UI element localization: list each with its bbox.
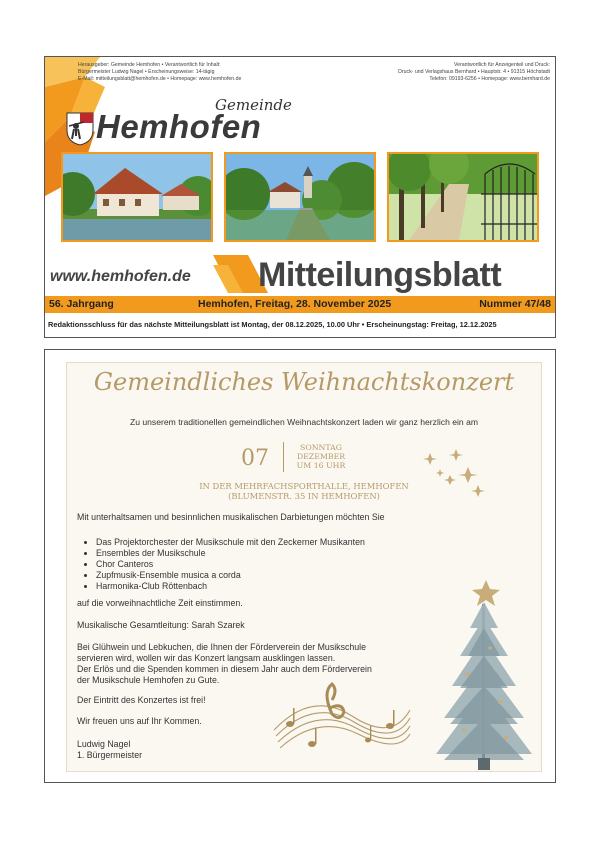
- concert-intro: Zu unserem traditionellen gemeindlichen Weihnachtskonzert laden wir ganz herzlich ein am: [129, 417, 479, 427]
- issue-bar: [45, 296, 555, 313]
- photo-village-street: [224, 152, 376, 242]
- concert-venue: IN DER MEHRFACHSPORTHALLE, HEMHOFEN (BLUMENSTR. 35 IN HEMHOFEN): [199, 481, 409, 501]
- musical-director: Musikalische Gesamtleitung: Sarah Szarek: [77, 620, 245, 630]
- program-intro: Mit unterhaltsamen und besinnlichen musikalischen Darbietungen möchten Sie: [77, 512, 385, 522]
- month: DEZEMBER: [296, 452, 346, 461]
- signature-block: [77, 739, 142, 761]
- program-outro: auf die vorweihnachtliche Zeit einstimmen.: [77, 598, 243, 608]
- list-item: • Harmonika-Club Röttenbach: [96, 581, 365, 592]
- closing-line: Wir freuen uns auf Ihr Kommen.: [77, 716, 202, 726]
- list-item: • Chor Canteros: [96, 559, 365, 570]
- concert-day: 07: [241, 446, 269, 471]
- list-item: • Ensembles der Musikschule: [96, 548, 365, 559]
- weekday: SONNTAG: [299, 443, 342, 452]
- publisher-info: Herausgeber: Gemeinde Hemhofen • Verantwortlich für Inhalt: Bürgermeister Ludwig Nagel • Erscheinungsweise: 14-tägig E-Mail: mitteilungsblatt@hemhofen.de • Homepage: www.hemhofen.de: [78, 62, 242, 82]
- town-name: Hemhofen: [96, 108, 262, 145]
- deadline-notice: Redaktionsschluss für das nächste Mitteilungsblatt ist Montag, der 08.12.2025, 10.00 Uhr • Erscheinungstag: Freitag, 12.12.2025: [48, 320, 497, 329]
- free-entry-note: Der Eintritt des Konzertes ist frei!: [77, 695, 206, 705]
- catering-note: Bei Glühwein und Lebkuchen, die Ihnen der Förderverein der Musikschule servieren wird, wollen wir das Konzert langsam ausklingen lassen. Der Erlös und die Spenden kommen in diesem Jahr auch dem Förderverein der Musikschule Hemhofen zu Gute.: [77, 642, 372, 685]
- music-notes-graphic: [272, 680, 412, 764]
- printer-info: Verantwortlich für Anzeigenteil und Druck: Druck- und Verlagshaus Bernhard • Hauptstr. 4 • 91315 Höchstadt Telefon: 09193-6256 • Homepage: www.bernhard.de: [398, 62, 550, 82]
- publication-title: Mitteilungsblatt: [258, 256, 502, 294]
- photo-tree-avenue: [387, 152, 539, 242]
- list-item: • Zupfmusik-Ensemble musica a corda: [96, 570, 365, 581]
- date-label: Hemhofen, Freitag, 28. November 2025: [198, 298, 392, 310]
- christmas-tree-graphic: [420, 578, 542, 772]
- list-item: • Das Projektorchester der Musikschule mit den Zeckerner Musikanten: [96, 537, 365, 548]
- signer-name: Ludwig Nagel: [77, 739, 131, 749]
- date-divider: [283, 442, 284, 472]
- year-label: 56. Jahrgang: [49, 298, 114, 310]
- time: UM 16 UHR: [296, 461, 346, 470]
- program-list: [83, 537, 365, 592]
- signer-title: 1. Bürgermeister: [77, 750, 143, 760]
- coat-of-arms-icon: [66, 112, 94, 146]
- concert-date-details: [286, 443, 356, 470]
- gemeinde-label: Gemeinde: [215, 96, 292, 114]
- photo-farmhouse: [61, 152, 213, 242]
- website-url[interactable]: www.hemhofen.de: [50, 268, 191, 285]
- issue-label: Nummer 47/48: [479, 298, 551, 310]
- concert-title: Gemeindliches Weihnachtskonzert: [93, 368, 515, 396]
